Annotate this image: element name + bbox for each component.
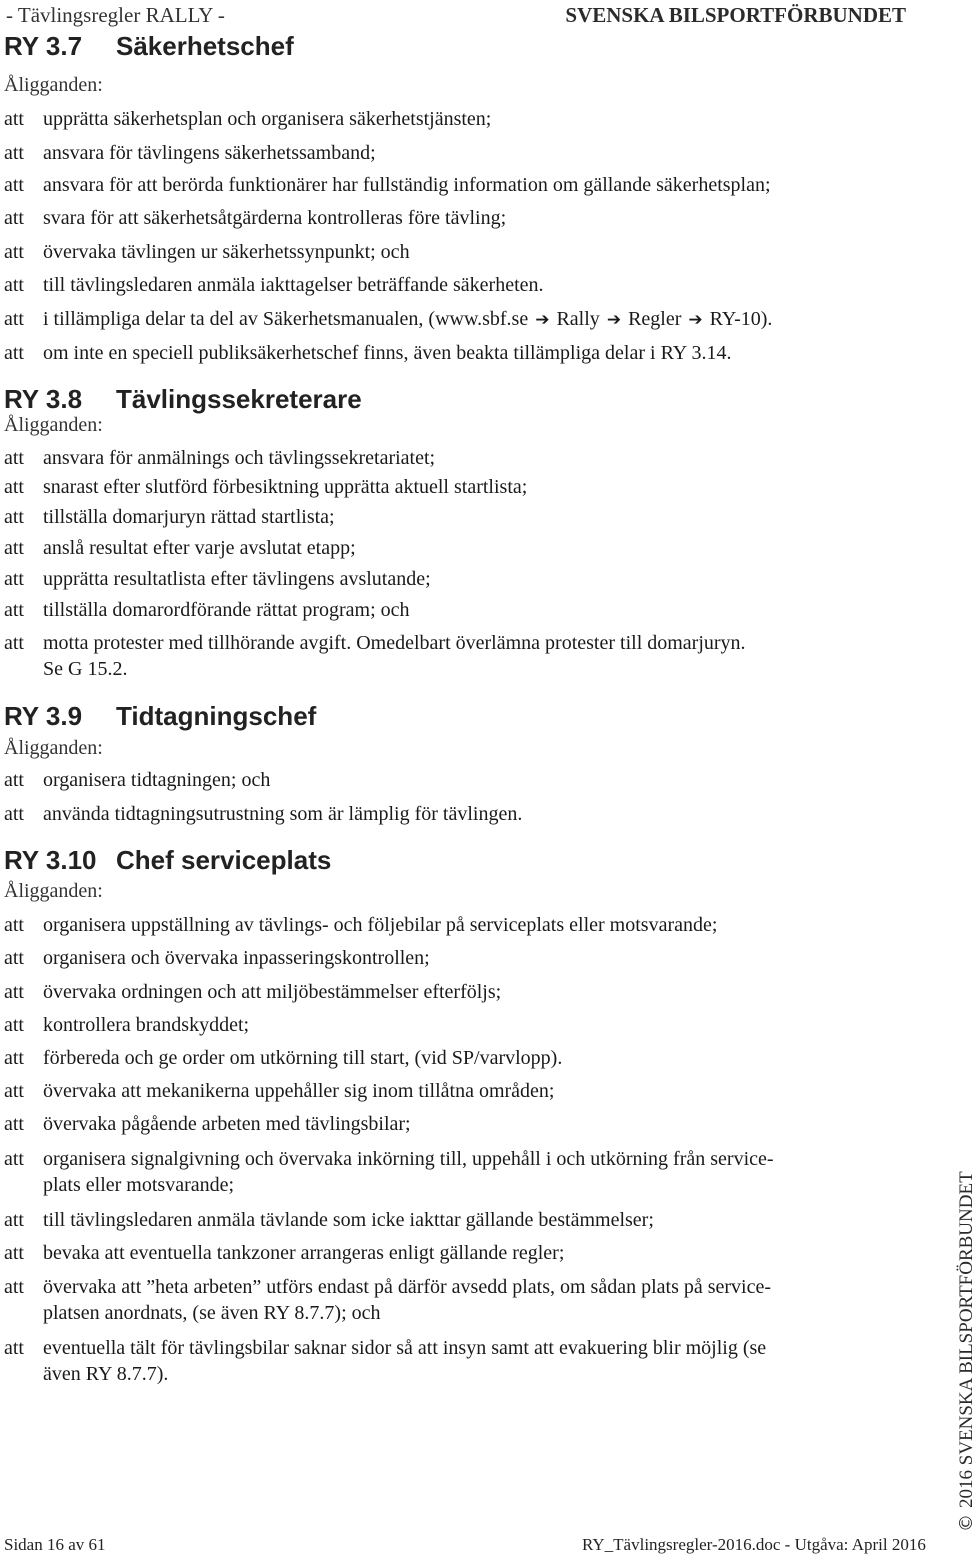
item-text: kontrollera brandskyddet; [43,1014,250,1036]
item-prefix: att [4,1080,24,1102]
arrow-right-icon: ➔ [535,310,550,330]
item-text: upprätta resultatlista efter tävlingens avslutande; [43,568,431,590]
list-item [4,239,914,265]
item-prefix: att [4,342,24,364]
footer-document-info: RY_Tävlingsregler-2016.doc - Utgåva: April 2016 [582,1535,926,1554]
item-prefix: att [4,308,24,330]
list-item [4,340,914,366]
item-text: ansvara för att berörda funktionärer har fullständig information om gällande säkerhetsplan; [43,174,771,196]
list-item [4,912,914,938]
item-text: motta protester med tillhörande avgift. Omedelbart överlämna protester till domarjuryn. [43,632,746,654]
item-prefix: att [4,108,24,130]
item-text: övervaka pågående arbeten med tävlingsbilar; [43,1113,411,1135]
item-prefix: att [4,207,24,229]
list-item [4,801,914,827]
item-text: förbereda och ge order om utkörning till start, (vid SP/varvlopp). [43,1047,563,1069]
item-text-part: i tillämpliga delar ta del av Säkerhetsmanualen, (www.sbf.se [43,308,529,330]
vertical-copyright [956,1171,978,1532]
section-title: Säkerhetschef [116,31,294,61]
section-number: RY 3.8 [4,384,83,414]
duties-label: Åligganden: [4,74,103,96]
item-prefix: att [4,632,24,654]
page-header [6,2,906,28]
item-text: till tävlingsledaren anmäla iakttagelser beträffande säkerheten. [43,274,544,296]
item-text-continuation: även RY 8.7.7). [43,1363,169,1385]
item-text: organisera och övervaka inpasseringskontrollen; [43,947,430,969]
item-prefix: att [4,241,24,263]
item-prefix: att [4,274,24,296]
item-prefix: att [4,537,24,559]
list-item [4,1240,914,1266]
item-text-continuation: Se G 15.2. [43,658,128,680]
footer-page-number: Sidan 16 av 61 [4,1535,106,1554]
item-prefix: att [4,1014,24,1036]
section-number: RY 3.9 [4,701,83,731]
list-item [4,140,914,166]
item-text: organisera uppställning av tävlings- och följebilar på serviceplats eller motsvarande; [43,914,718,936]
item-text: övervaka att mekanikerna uppehåller sig inom tillåtna områden; [43,1080,555,1102]
list-item [4,1274,914,1326]
section-heading [4,700,316,732]
item-prefix: att [4,947,24,969]
list-item [4,1146,914,1198]
item-text-part: Rally [556,308,600,330]
section-title: Tävlingssekreterare [116,384,362,414]
item-prefix: att [4,506,24,528]
item-prefix: att [4,769,24,791]
copyright-icon: © [956,1514,977,1532]
item-prefix: att [4,599,24,621]
section-heading [4,30,294,62]
item-prefix: att [4,174,24,196]
list-item [4,566,914,592]
arrow-right-icon: ➔ [688,310,703,330]
item-text: ansvara för tävlingens säkerhetssamband; [43,142,376,164]
section-number: RY 3.7 [4,31,83,61]
item-text: till tävlingsledaren anmäla tävlande som icke iakttar gällande bestämmelser; [43,1209,654,1231]
item-text: anslå resultat efter varje avslutat etapp; [43,537,356,559]
item-text: tillställa domarordförande rättat program; och [43,599,410,621]
list-item [4,504,914,530]
list-item [4,1078,914,1104]
section-title: Tidtagningschef [116,701,317,731]
list-item [4,979,914,1005]
item-text: tillställa domarjuryn rättad startlista; [43,506,335,528]
list-item [4,306,914,333]
list-item [4,172,914,198]
list-item [4,474,914,500]
list-item [4,767,914,793]
list-item [4,1012,914,1038]
item-prefix: att [4,476,24,498]
item-prefix: att [4,1047,24,1069]
arrow-right-icon: ➔ [606,310,622,330]
list-item [4,1111,914,1137]
item-text: övervaka att ”heta arbeten” utförs endast på därför avsedd plats, om sådan plats på service- [43,1276,772,1298]
item-prefix: att [4,1276,24,1298]
duties-label: Åligganden: [4,880,103,902]
item-prefix: att [4,914,24,936]
section-heading [4,383,362,415]
list-item [4,945,914,971]
item-prefix: att [4,1209,24,1231]
duties-label: Åligganden: [4,737,103,759]
item-prefix: att [4,1337,24,1359]
list-item [4,535,914,561]
item-prefix: att [4,1148,24,1170]
item-prefix: att [4,142,24,164]
duties-label: Åligganden: [4,414,103,436]
item-prefix: att [4,568,24,590]
item-text-part: RY-10). [709,308,773,330]
section-heading [4,844,331,876]
item-prefix: att [4,1242,24,1264]
list-item [4,1207,914,1233]
header-document-title: - Tävlingsregler RALLY - [6,3,225,27]
item-text: övervaka ordningen och att miljöbestämmelser efterföljs; [43,981,502,1003]
list-item [4,445,914,471]
item-text: använda tidtagningsutrustning som är lämplig för tävlingen. [43,803,523,825]
item-prefix: att [4,447,24,469]
list-item [4,205,914,231]
list-item [4,272,914,298]
item-text: om inte en speciell publiksäkerhetschef finns, även beakta tillämpliga delar i RY 3.14. [43,342,732,364]
section-title: Chef serviceplats [116,845,332,875]
list-item [4,1045,914,1071]
item-text-continuation: platsen anordnats, (se även RY 8.7.7); och [43,1302,381,1324]
item-text: bevaka att eventuella tankzoner arrangeras enligt gällande regler; [43,1242,565,1264]
item-text: svara för att säkerhetsåtgärderna kontrolleras före tävling; [43,207,507,229]
item-text: organisera signalgivning och övervaka inkörning till, uppehåll i och utkörning från service- [43,1148,774,1170]
list-item [4,597,914,623]
item-text: eventuella tält för tävlingsbilar saknar sidor så att insyn samt att evakuering blir möjlig (se [43,1337,767,1359]
list-item [4,1335,914,1387]
item-text-part: Regler [628,308,682,330]
item-text: upprätta säkerhetsplan och organisera säkerhetstjänsten; [43,108,492,130]
item-text: ansvara för anmälnings och tävlingssekretariatet; [43,447,436,469]
header-organization: SVENSKA BILSPORTFÖRBUNDET [565,3,906,27]
item-text [43,306,914,333]
list-item [4,106,914,132]
item-text: organisera tidtagningen; och [43,769,271,791]
item-prefix: att [4,981,24,1003]
item-text-continuation: plats eller motsvarande; [43,1174,235,1196]
list-item [4,630,914,682]
section-number: RY 3.10 [4,845,97,875]
item-text: övervaka tävlingen ur säkerhetssynpunkt; och [43,241,410,263]
copyright-text: 2016 SVENSKA BILSPORTFÖRBUNDET [956,1171,977,1508]
item-text: snarast efter slutförd förbesiktning upprätta aktuell startlista; [43,476,528,498]
item-prefix: att [4,1113,24,1135]
item-prefix: att [4,803,24,825]
